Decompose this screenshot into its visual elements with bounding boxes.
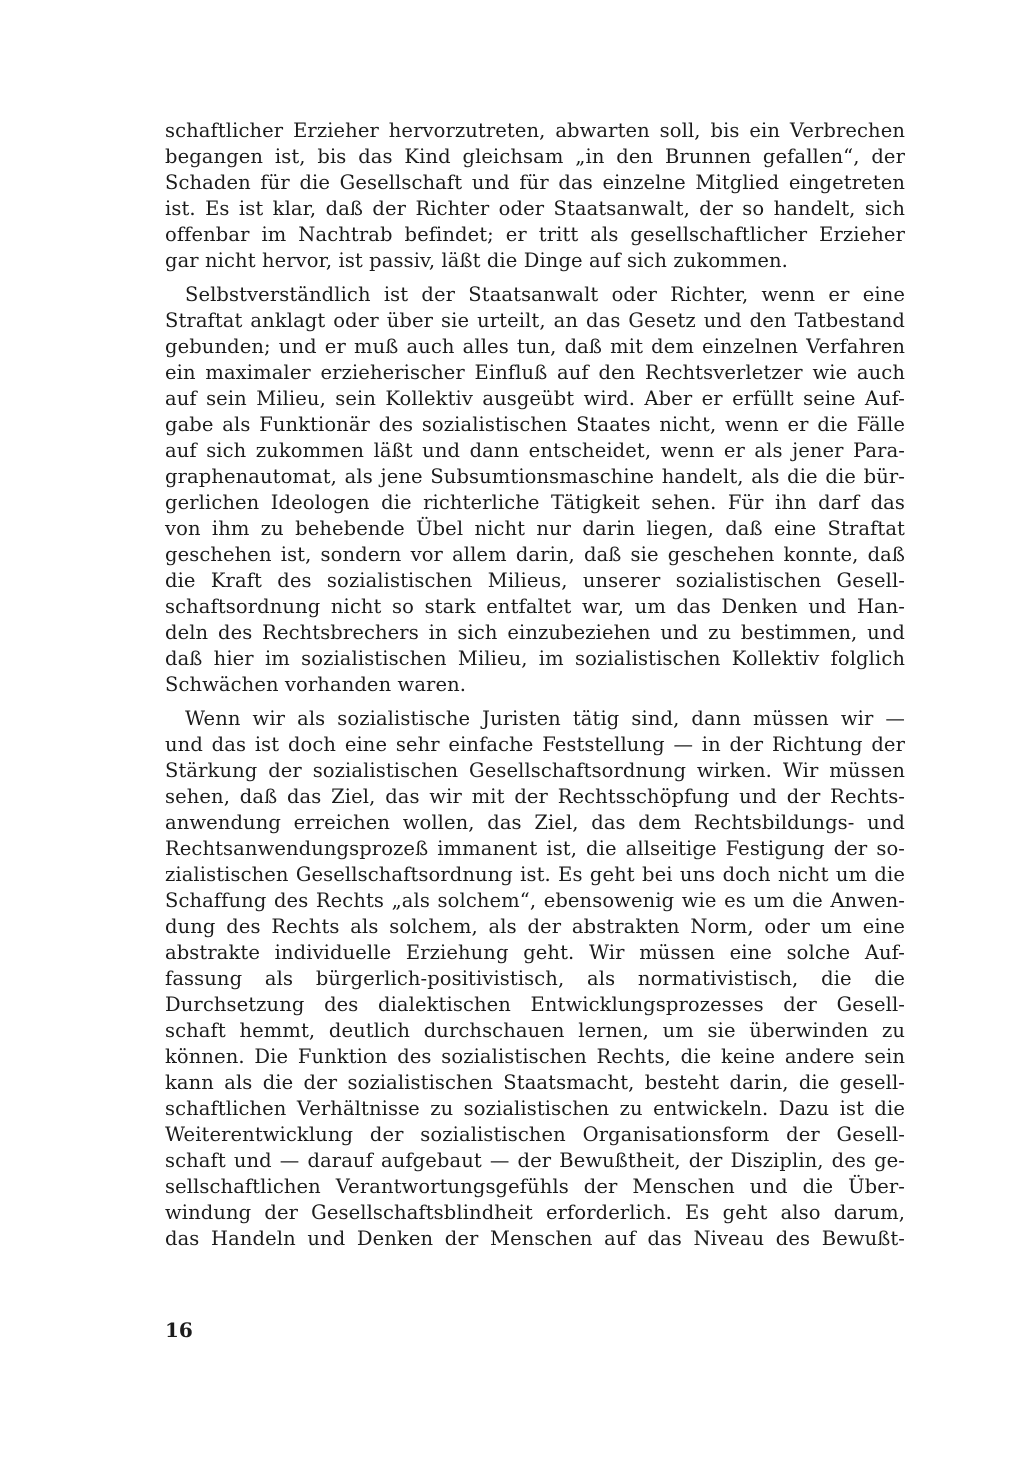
text-line: fassung als bürgerlich-positivistisch, als normativistisch, die die <box>165 967 905 990</box>
paragraph-1 <box>165 118 905 274</box>
text-line: ist. Es ist klar, daß der Richter oder Staatsanwalt, der so handelt, sich <box>165 197 905 220</box>
text-line: sehen, daß das Ziel, das wir mit der Rechtsschöpfung und der Rechts- <box>165 785 905 808</box>
text-line: Schaden für die Gesellschaft und für das einzelne Mitglied eingetreten <box>165 171 905 194</box>
text-line: Weiterentwicklung der sozialistischen Organisationsform der Gesell- <box>165 1123 905 1146</box>
text-line: schaft hemmt, deutlich durchschauen lernen, um sie überwinden zu <box>165 1019 905 1042</box>
text-line: schaft und — darauf aufgebaut — der Bewußtheit, der Disziplin, des ge- <box>165 1149 905 1172</box>
text-line: graphenautomat, als jene Subsumtionsmaschine handelt, als die die bür- <box>165 465 905 488</box>
text-line: offenbar im Nachtrab befindet; er tritt als gesellschaftlicher Erzieher <box>165 223 905 246</box>
text-line: Stärkung der sozialistischen Gesellschaftsordnung wirken. Wir müssen <box>165 759 905 782</box>
text-line: ein maximaler erzieherischer Einfluß auf den Rechtsverletzer wie auch <box>165 361 905 384</box>
paragraph-3 <box>165 706 905 1252</box>
text-line: gerlichen Ideologen die richterliche Tätigkeit sehen. Für ihn darf das <box>165 491 905 514</box>
text-line: daß hier im sozialistischen Milieu, im sozialistischen Kollektiv folglich <box>165 647 905 670</box>
text-line: Straftat anklagt oder über sie urteilt, an das Gesetz und den Tatbestand <box>165 309 905 332</box>
text-line: Schwächen vorhanden waren. <box>165 673 467 696</box>
text-line: und das ist doch eine sehr einfache Feststellung — in der Richtung der <box>165 733 905 756</box>
text-line: dung des Rechts als solchem, als der abstrakten Norm, oder um eine <box>165 915 905 938</box>
text-line: Rechtsanwendungsprozeß immanent ist, die allseitige Festigung der so- <box>165 837 905 860</box>
text-line: begangen ist, bis das Kind gleichsam „in den Brunnen gefallen“, der <box>165 145 905 168</box>
text-line: auf sich zukommen läßt und dann entscheidet, wenn er als jener Para- <box>165 439 905 462</box>
text-line: deln des Rechtsbrechers in sich einzubeziehen und zu bestimmen, und <box>165 621 905 644</box>
text-line: abstrakte individuelle Erziehung geht. Wir müssen eine solche Auf- <box>165 941 905 964</box>
text-line: gebunden; und er muß auch alles tun, daß mit dem einzelnen Verfahren <box>165 335 905 358</box>
text-line: gabe als Funktionär des sozialistischen Staates nicht, wenn er die Fälle <box>165 413 905 436</box>
text-line: auf sein Milieu, sein Kollektiv ausgeübt wird. Aber er erfüllt seine Auf- <box>165 387 905 410</box>
text-line: können. Die Funktion des sozialistischen Rechts, die keine andere sein <box>165 1045 905 1068</box>
text-line: von ihm zu behebende Übel nicht nur darin liegen, daß eine Straftat <box>165 517 905 540</box>
text-line: gar nicht hervor, ist passiv, läßt die Dinge auf sich zukommen. <box>165 249 788 272</box>
text-line: anwendung erreichen wollen, das Ziel, das dem Rechtsbildungs- und <box>165 811 905 834</box>
text-line: geschehen ist, sondern vor allem darin, daß sie geschehen konnte, daß <box>165 543 905 566</box>
text-line: sellschaftlichen Verantwortungsgefühls der Menschen und die Über- <box>165 1175 905 1198</box>
text-line: Durchsetzung des dialektischen Entwicklungsprozesses der Gesell- <box>165 993 905 1016</box>
text-line: schaftsordnung nicht so stark entfaltet war, um das Denken und Han- <box>165 595 905 618</box>
text-line: Selbstverständlich ist der Staatsanwalt oder Richter, wenn er eine <box>185 283 905 306</box>
text-line: das Handeln und Denken der Menschen auf das Niveau des Bewußt- <box>165 1227 905 1250</box>
text-line: Wenn wir als sozialistische Juristen tätig sind, dann müssen wir — <box>185 707 905 730</box>
text-line: schaftlichen Verhältnisse zu sozialistischen zu entwickeln. Dazu ist die <box>165 1097 905 1120</box>
text-line: Schaffung des Rechts „als solchem“, ebensowenig wie es um die Anwen- <box>165 889 905 912</box>
paragraph-2 <box>165 282 905 698</box>
text-line: kann als die der sozialistischen Staatsmacht, besteht darin, die gesell- <box>165 1071 905 1094</box>
text-line: die Kraft des sozialistischen Milieus, unserer sozialistischen Gesell- <box>165 569 905 592</box>
page-number: 16 <box>165 1318 193 1342</box>
text-line: windung der Gesellschaftsblindheit erforderlich. Es geht also darum, <box>165 1201 905 1224</box>
text-line: zialistischen Gesellschaftsordnung ist. Es geht bei uns doch nicht um die <box>165 863 905 886</box>
text-line: schaftlicher Erzieher hervorzutreten, abwarten soll, bis ein Verbrechen <box>165 119 905 142</box>
body-text <box>165 118 905 1252</box>
